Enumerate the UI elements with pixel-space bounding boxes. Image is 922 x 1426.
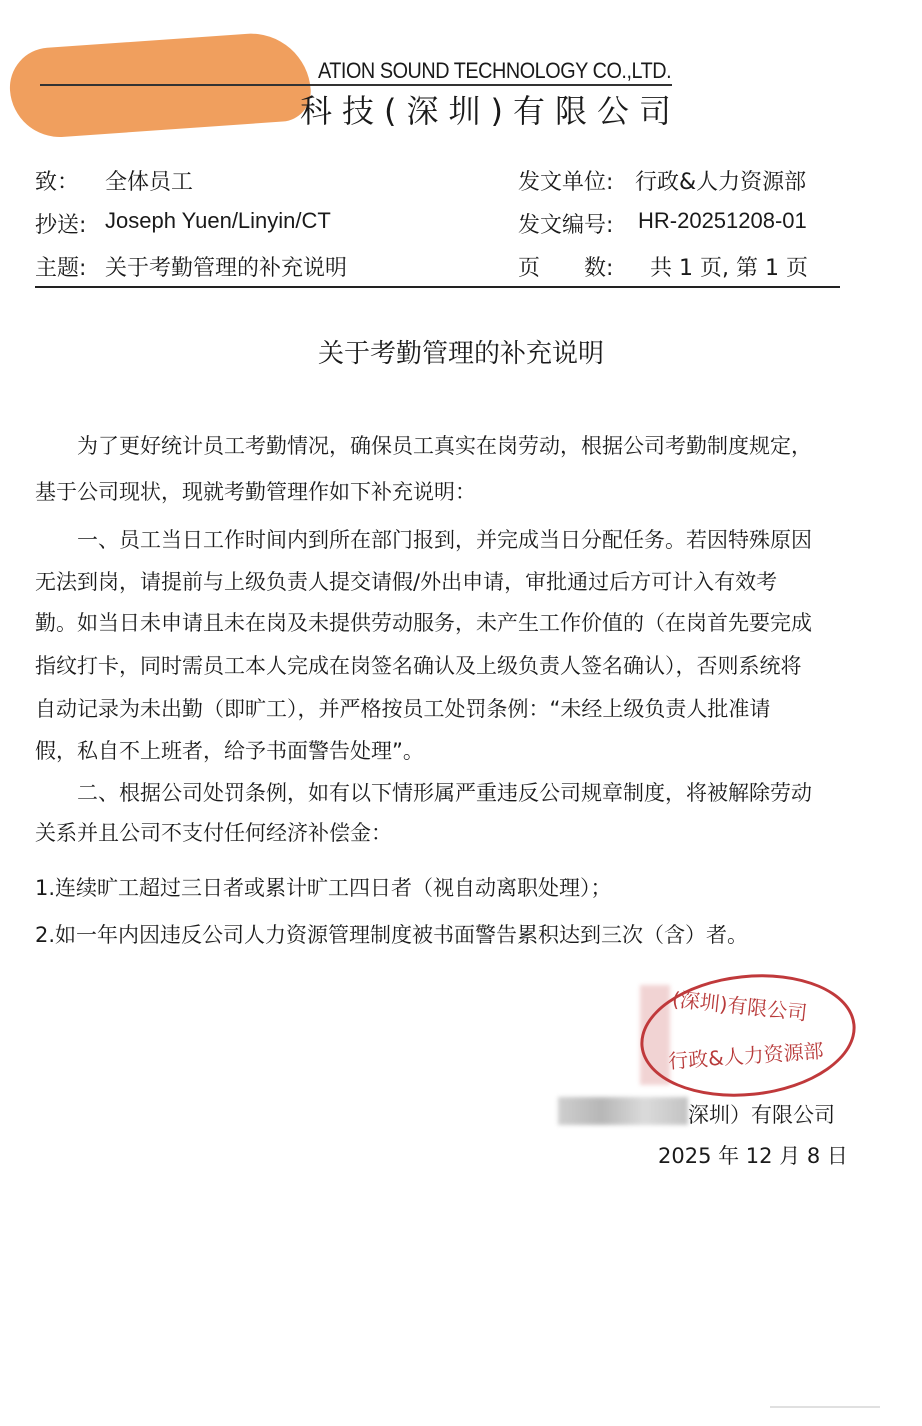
to-label: 致： [35, 170, 80, 195]
body-line: 关系并且公司不支付任何经济补偿金： [35, 821, 392, 845]
header-divider [35, 286, 840, 288]
body-line: 无法到岗，请提前与上级负责人提交请假/外出申请，审批通过后方可计入有效考 [35, 570, 778, 594]
company-name-cn: 科技(深圳)有限公司 [300, 92, 681, 130]
body-line: 基于公司现状，现就考勤管理作如下补充说明： [35, 480, 476, 504]
cc-value: Joseph Yuen/Linyin/CT [105, 208, 331, 233]
to-value: 全体员工 [105, 170, 194, 195]
body-line: 假，私自不上班者，给予书面警告处理”。 [35, 739, 424, 763]
number-label: 发文编号: [518, 213, 614, 238]
signature-company: 深圳）有限公司 [688, 1103, 835, 1127]
number-value: HR-20251208-01 [638, 208, 807, 233]
issuer-label: 发文单位: [518, 170, 614, 195]
body-line: 勤。如当日未申请且未在岗及未提供劳动服务，未产生工作价值的（在岗首先要完成 [35, 611, 812, 635]
body-line: 一、员工当日工作时间内到所在部门报到，并完成当日分配任务。若因特殊原因 [35, 528, 812, 552]
body-line: 指纹打卡，同时需员工本人完成在岗签名确认及上级负责人签名确认），否则系统将 [35, 654, 802, 678]
issuer-value: 行政&人力资源部 [635, 170, 807, 195]
seal-top-text: (深圳)有限公司 [670, 986, 809, 1026]
cc-label: 抄送: [35, 213, 87, 238]
body-line: 自动记录为未出勤（即旷工），并严格按员工处罚条例：“未经上级负责人批准请 [35, 697, 771, 721]
body-line: 为了更好统计员工考勤情况，确保员工真实在岗劳动，根据公司考勤制度规定， [35, 434, 812, 458]
body-line: 1.连续旷工超过三日者或累计旷工四日者（视自动离职处理）； [35, 876, 612, 900]
subject-label: 主题: [35, 256, 87, 281]
redaction-blur [558, 1097, 688, 1125]
signature-date: 2025 年 12 月 8 日 [658, 1144, 848, 1168]
pages-value: 共 1 页, 第 1 页 [650, 256, 808, 281]
body-line: 二、根据公司处罚条例，如有以下情形属严重违反公司规章制度，将被解除劳动 [35, 781, 812, 805]
body-line: 2.如一年内因违反公司人力资源管理制度被书面警告累积达到三次（含）者。 [35, 923, 749, 947]
watermark [770, 1392, 880, 1408]
subject-value: 关于考勤管理的补充说明 [105, 256, 348, 281]
company-name-en: ATION SOUND TECHNOLOGY CO.,LTD. [318, 58, 672, 83]
seal-bottom-text: 行政&人力资源部 [667, 1038, 825, 1074]
pages-label: 页 数: [518, 256, 614, 281]
document-title: 关于考勤管理的补充说明 [317, 339, 604, 369]
